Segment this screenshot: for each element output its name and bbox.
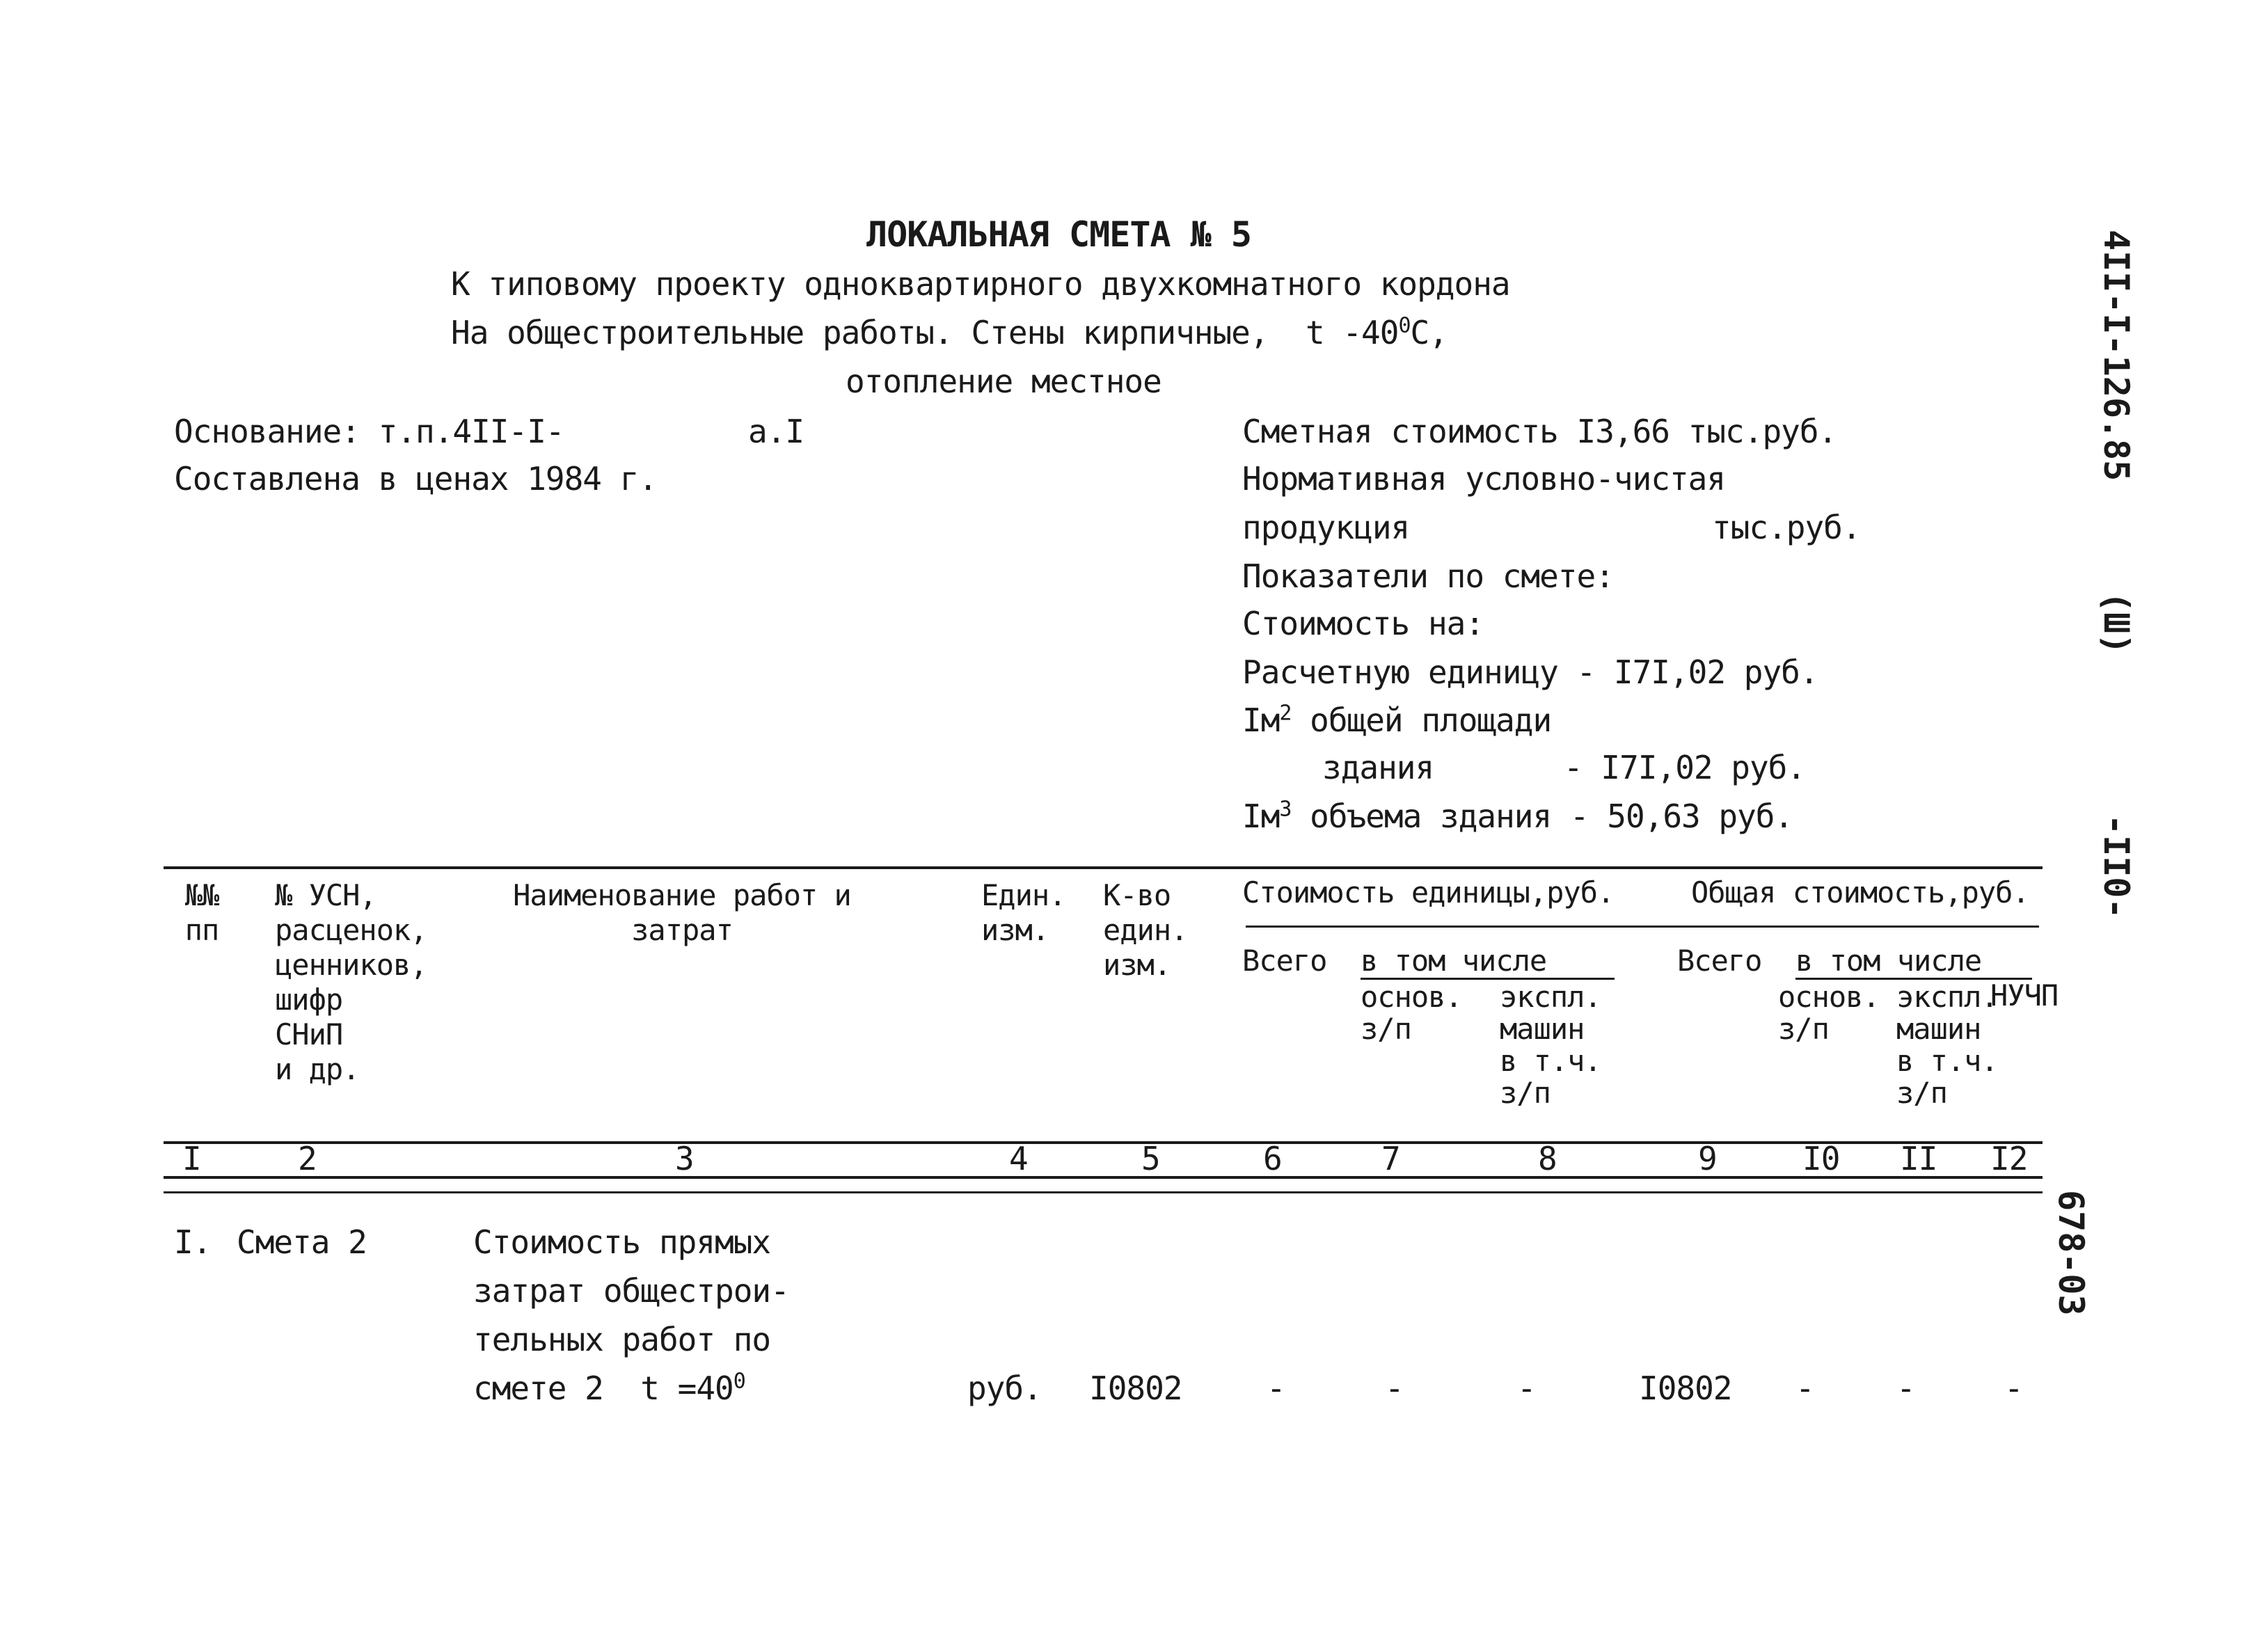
header-col-1: №№ пп	[184, 878, 219, 947]
column-number-2: 2	[298, 1140, 317, 1177]
header-col-6: Всего	[1242, 944, 1327, 978]
cost-on-label: Стоимость на:	[1242, 605, 1484, 642]
column-number-7: 7	[1381, 1140, 1400, 1177]
column-number-10: I0	[1802, 1140, 1840, 1177]
col-numbers-bottom-rule	[164, 1176, 2043, 1179]
column-number-8: 8	[1538, 1140, 1557, 1177]
page-code: -II0-	[2096, 814, 2136, 919]
document-title: ЛОКАЛЬНАЯ СМЕТА № 5	[866, 214, 1251, 255]
header-col-11: экспл. машин в т.ч. з/п	[1896, 980, 1998, 1110]
normative-line-1: Нормативная условно-чистая	[1242, 460, 1726, 498]
normative-line-2: продукция	[1242, 509, 1410, 546]
col-numbers-top-rule	[164, 1141, 2043, 1144]
building-cost: здания - I7I,02 руб.	[1322, 749, 1806, 786]
header-unit-cost: Стоимость единицы,руб.	[1242, 875, 1615, 910]
part-code: (Ш)	[2096, 591, 2136, 655]
sheet-code: 678-03	[2051, 1190, 2091, 1316]
column-number-4: 4	[1009, 1140, 1028, 1177]
column-number-1: I	[182, 1140, 201, 1177]
row-name-line-1: Стоимость прямых	[473, 1223, 771, 1261]
project-code: 4II-I-126.85	[2096, 230, 2136, 482]
basis-label: Основание: т.п.4II-I-	[174, 413, 564, 450]
header-col-12: НУЧП	[1990, 978, 2059, 1012]
header-col-10: основ. з/п	[1778, 980, 1880, 1046]
column-number-6: 6	[1263, 1140, 1282, 1177]
row-name-line-4: смете 2 $t =40^0$	[473, 1369, 745, 1407]
row-name-line-2: затрат общестрои-	[473, 1272, 789, 1310]
indicators-label: Показатели по смете:	[1242, 557, 1614, 595]
row-col-12: -	[2004, 1369, 2023, 1407]
header-cost-rule	[1246, 926, 2039, 928]
estimated-cost: Сметная стоимость I3,66 тыс.руб.	[1242, 413, 1837, 450]
column-number-3: 3	[675, 1140, 694, 1177]
header-total-cost: Общая стоимость,руб.	[1691, 875, 2029, 910]
basis-prices: Составлена в ценах 1984 г.	[174, 460, 658, 498]
row-col-11: -	[1896, 1369, 1915, 1407]
table-top-rule	[164, 866, 2043, 869]
row-name-line-3: тельных работ по	[473, 1321, 771, 1358]
row-col-10: -	[1795, 1369, 1814, 1407]
area-cost-line: $Iм^2$ общей площади	[1242, 701, 1552, 739]
row-col-7: -	[1385, 1369, 1404, 1407]
header-col-9: Всего	[1677, 944, 1762, 978]
calc-unit-cost: Расчетную единицу - I7I,02 руб.	[1242, 653, 1818, 691]
header-col-8: экспл. машин в т.ч. з/п	[1500, 980, 1601, 1110]
column-number-5: 5	[1141, 1140, 1160, 1177]
row-col-6: -	[1267, 1369, 1285, 1407]
row-code: Смета 2	[237, 1223, 367, 1261]
header-col-4: Един. изм.	[981, 878, 1066, 947]
column-number-12: I2	[1990, 1140, 2028, 1177]
column-number-11: II	[1900, 1140, 1937, 1177]
header-col-3: Наименование работ и затрат	[513, 878, 851, 947]
header-incl-10-11: в том числе	[1795, 944, 1982, 978]
subtitle-line-1: К типовому проекту одноквартирного двухкомнатного кордона	[451, 265, 1510, 303]
row-unit: руб.	[967, 1369, 1042, 1407]
normative-unit: тыс.руб.	[1712, 509, 1861, 546]
row-col-9: I0802	[1639, 1369, 1732, 1407]
basis-album: а.I	[748, 413, 804, 450]
col-numbers-double-rule	[164, 1191, 2043, 1193]
row-number: I.	[174, 1223, 212, 1261]
volume-cost: $Iм^3$ объема здания - 50,63 руб.	[1242, 797, 1793, 835]
subtitle-line-2: На общестроительные работы. Стены кирпичные, t $-40^0С$,	[451, 313, 1448, 351]
column-number-9: 9	[1698, 1140, 1717, 1177]
row-qty: I0802	[1089, 1369, 1182, 1407]
header-incl-7-8: в том числе	[1361, 944, 1547, 978]
row-col-8: -	[1517, 1369, 1536, 1407]
subtitle-line-3: отопление местное	[846, 363, 1161, 400]
header-col-7: основ. з/п	[1361, 980, 1462, 1046]
header-col-5: К-во един. изм.	[1103, 878, 1188, 982]
header-col-2: № УСН, расценок, ценников, шифр СНиП и др.	[275, 878, 427, 1086]
